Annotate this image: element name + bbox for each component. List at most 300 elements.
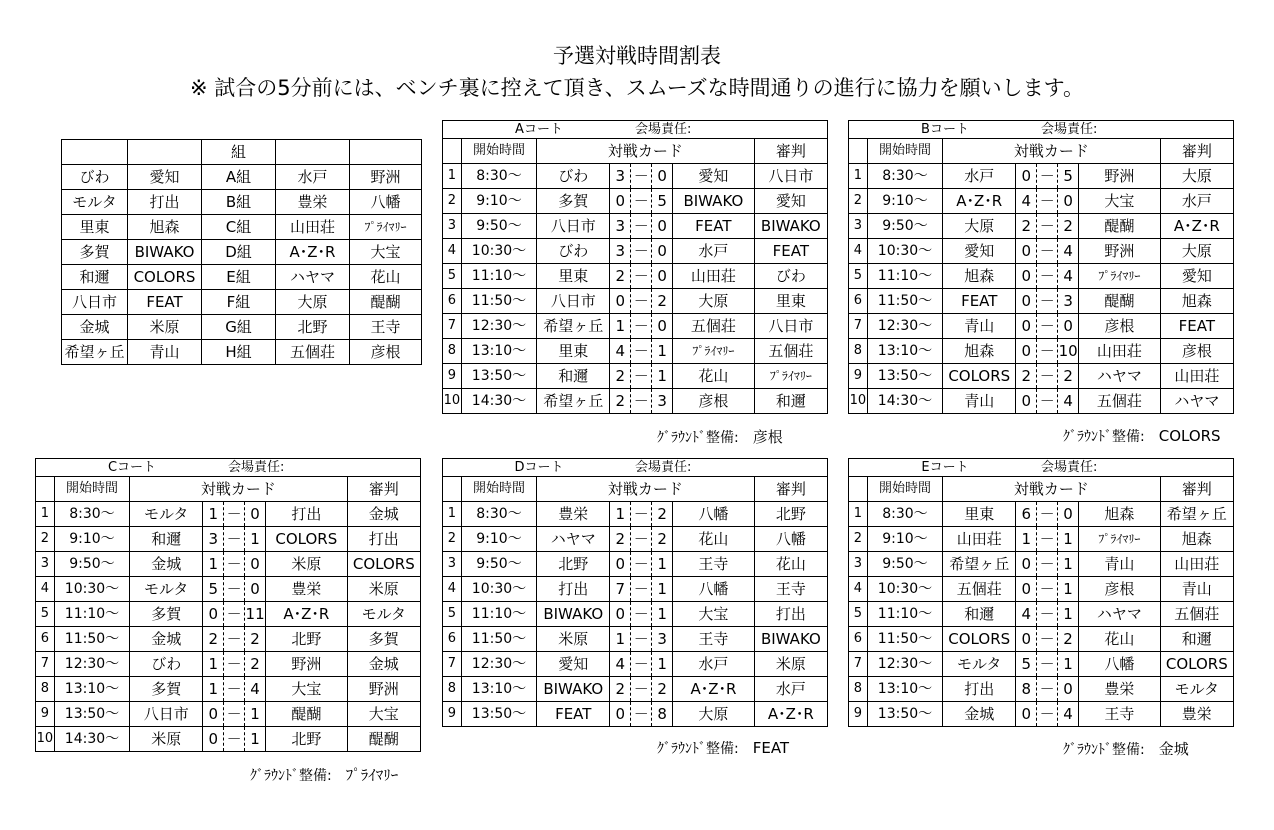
match-time: 11:10～ — [867, 264, 942, 289]
group-row — [62, 215, 422, 240]
away-score: 3 — [652, 627, 673, 652]
score-dash: － — [1037, 702, 1058, 727]
match-time: 11:10～ — [867, 602, 942, 627]
home-team: 八日市 — [537, 289, 610, 314]
home-team: 多賀 — [130, 677, 203, 702]
match-time: 9:50～ — [461, 214, 536, 239]
match-number: 4 — [849, 239, 868, 264]
home-team: 希望ヶ丘 — [537, 389, 610, 414]
group-row — [62, 315, 422, 340]
away-team: 水戸 — [673, 239, 755, 264]
referee: 米原 — [754, 652, 827, 677]
referee: 和邇 — [754, 389, 827, 414]
match-time: 9:50～ — [867, 214, 942, 239]
ground-team: 彦根 — [752, 428, 783, 446]
ground-team: ﾌﾟﾗｲﾏﾘｰ — [345, 766, 399, 784]
score-dash: － — [224, 602, 245, 627]
home-score: 0 — [1016, 389, 1037, 414]
score-dash: － — [1037, 289, 1058, 314]
away-team: 野洲 — [1079, 164, 1161, 189]
away-score: 8 — [652, 702, 673, 727]
home-score: 4 — [1016, 602, 1037, 627]
referee: 金城 — [347, 502, 420, 527]
match-row — [36, 552, 421, 577]
home-team: 和邇 — [130, 527, 203, 552]
match-row — [443, 602, 828, 627]
ground-label: ｸﾞﾗｳﾝﾄﾞ整備: — [1063, 429, 1145, 445]
match-time: 13:10～ — [461, 677, 536, 702]
home-team: 打出 — [943, 677, 1016, 702]
match-number: 9 — [443, 364, 462, 389]
match-row — [849, 264, 1234, 289]
away-score: 0 — [1058, 677, 1079, 702]
home-team: モルタ — [130, 577, 203, 602]
group-cell: 八幡 — [350, 190, 422, 215]
referee: 五個荘 — [754, 339, 827, 364]
match-row — [443, 239, 828, 264]
match-card-header: 対戦カード — [537, 477, 755, 502]
match-row — [849, 502, 1234, 527]
home-score: 0 — [203, 727, 224, 752]
away-score: 1 — [1058, 577, 1079, 602]
score-dash: － — [1037, 214, 1058, 239]
away-score: 2 — [1058, 627, 1079, 652]
match-number: 9 — [849, 702, 868, 727]
away-score: 0 — [652, 214, 673, 239]
referee-header: 審判 — [754, 139, 827, 164]
home-score: 3 — [203, 527, 224, 552]
score-dash: － — [1037, 389, 1058, 414]
home-score: 0 — [1016, 627, 1037, 652]
away-team: ハヤマ — [1079, 364, 1161, 389]
away-score: 0 — [652, 164, 673, 189]
court-b-name: Bコート — [921, 122, 969, 137]
match-row — [36, 677, 421, 702]
away-score: 1 — [652, 577, 673, 602]
away-team: 水戸 — [673, 652, 755, 677]
referee: FEAT — [754, 239, 827, 264]
group-header-empty — [276, 140, 350, 165]
match-card-header: 対戦カード — [130, 477, 348, 502]
away-team: 花山 — [673, 527, 755, 552]
score-dash: － — [631, 527, 652, 552]
home-score: 1 — [203, 652, 224, 677]
home-team: びわ — [537, 164, 610, 189]
match-row — [36, 727, 421, 752]
match-number: 8 — [443, 677, 462, 702]
match-row — [36, 652, 421, 677]
match-row — [849, 339, 1234, 364]
home-score: 2 — [610, 677, 631, 702]
home-team: 愛知 — [537, 652, 610, 677]
match-time: 11:50～ — [867, 627, 942, 652]
home-team: 打出 — [537, 577, 610, 602]
away-score: 0 — [1058, 502, 1079, 527]
match-number: 4 — [36, 577, 55, 602]
home-score: 0 — [1016, 239, 1037, 264]
group-header-empty — [62, 140, 128, 165]
score-dash: － — [1037, 164, 1058, 189]
home-score: 4 — [1016, 189, 1037, 214]
away-team: 青山 — [1079, 552, 1161, 577]
away-score: 2 — [1058, 214, 1079, 239]
home-score: 3 — [610, 214, 631, 239]
away-team: 醍醐 — [266, 702, 348, 727]
blank-cell — [443, 477, 462, 502]
referee: 愛知 — [754, 189, 827, 214]
away-team: 愛知 — [673, 164, 755, 189]
group-cell: 北野 — [276, 315, 350, 340]
match-number: 1 — [849, 164, 868, 189]
group-cell: ハヤマ — [276, 265, 350, 290]
score-dash: － — [1037, 364, 1058, 389]
match-time: 10:30～ — [867, 239, 942, 264]
away-team: 野洲 — [1079, 239, 1161, 264]
match-row — [443, 264, 828, 289]
home-score: 2 — [1016, 364, 1037, 389]
home-score: 0 — [1016, 164, 1037, 189]
home-team: 希望ヶ丘 — [943, 552, 1016, 577]
away-score: 4 — [1058, 389, 1079, 414]
match-row — [849, 527, 1234, 552]
home-team: 里東 — [537, 264, 610, 289]
match-time: 11:50～ — [461, 627, 536, 652]
home-team: 金城 — [130, 627, 203, 652]
home-team: BIWAKO — [537, 677, 610, 702]
away-score: 5 — [1058, 164, 1079, 189]
match-time: 11:50～ — [461, 289, 536, 314]
referee: 大宝 — [347, 702, 420, 727]
home-score: 0 — [1016, 289, 1037, 314]
match-number: 5 — [443, 602, 462, 627]
home-score: 5 — [1016, 652, 1037, 677]
away-team: 北野 — [266, 727, 348, 752]
score-dash: － — [1037, 189, 1058, 214]
court-d-name: Dコート — [514, 460, 564, 475]
home-score: 0 — [610, 602, 631, 627]
match-time: 13:10～ — [461, 339, 536, 364]
home-team: 金城 — [943, 702, 1016, 727]
match-number: 1 — [849, 502, 868, 527]
match-number: 9 — [849, 364, 868, 389]
group-cell: 花山 — [350, 265, 422, 290]
match-number: 4 — [443, 577, 462, 602]
group-body — [62, 140, 422, 365]
score-dash: － — [224, 502, 245, 527]
start-time-header: 開始時間 — [461, 139, 536, 164]
away-team: A･Z･R — [673, 677, 755, 702]
away-team: BIWAKO — [673, 189, 755, 214]
score-dash: － — [1037, 239, 1058, 264]
away-team: 大宝 — [1079, 189, 1161, 214]
away-team: 山田荘 — [673, 264, 755, 289]
group-cell: 希望ヶ丘 — [62, 340, 128, 365]
referee: モルタ — [347, 602, 420, 627]
match-time: 13:50～ — [461, 364, 536, 389]
away-team: 山田荘 — [1079, 339, 1161, 364]
ground-label: ｸﾞﾗｳﾝﾄﾞ整備: — [1063, 742, 1145, 758]
group-cell: COLORS — [128, 265, 202, 290]
score-dash: － — [631, 502, 652, 527]
home-score: 0 — [203, 702, 224, 727]
score-dash: － — [1037, 627, 1058, 652]
group-cell: 青山 — [128, 340, 202, 365]
court-d-header-cell — [443, 459, 828, 477]
match-row — [36, 627, 421, 652]
court-c-name: Cコート — [107, 460, 157, 475]
score-dash: － — [631, 289, 652, 314]
court-e-ground — [1063, 738, 1189, 759]
away-score: 4 — [245, 677, 266, 702]
court-a-name: Aコート — [515, 122, 563, 137]
home-team: 大原 — [943, 214, 1016, 239]
score-dash: － — [631, 627, 652, 652]
match-number: 1 — [36, 502, 55, 527]
match-row — [849, 189, 1234, 214]
away-score: 1 — [652, 339, 673, 364]
match-number: 3 — [443, 552, 462, 577]
referee: 和邇 — [1160, 627, 1233, 652]
match-row — [443, 339, 828, 364]
match-time: 14:30～ — [867, 389, 942, 414]
home-score: 2 — [610, 389, 631, 414]
referee: 水戸 — [1160, 189, 1233, 214]
home-team: 里東 — [943, 502, 1016, 527]
group-cell: 里東 — [62, 215, 128, 240]
home-score: 1 — [1016, 527, 1037, 552]
match-time: 9:10～ — [461, 527, 536, 552]
home-score: 0 — [203, 602, 224, 627]
score-dash: － — [1037, 339, 1058, 364]
group-cell: 豊栄 — [276, 190, 350, 215]
group-cell: 王寺 — [350, 315, 422, 340]
match-time: 9:10～ — [461, 189, 536, 214]
group-cell: 大宝 — [350, 240, 422, 265]
match-time: 9:50～ — [867, 552, 942, 577]
referee: 打出 — [754, 602, 827, 627]
match-time: 8:30～ — [867, 164, 942, 189]
blank-cell — [443, 139, 462, 164]
away-team: 五個荘 — [1079, 389, 1161, 414]
match-row — [849, 289, 1234, 314]
start-time-header: 開始時間 — [867, 477, 942, 502]
referee: 青山 — [1160, 577, 1233, 602]
home-team: 米原 — [537, 627, 610, 652]
court-b-table — [848, 120, 1234, 414]
match-number: 6 — [849, 627, 868, 652]
match-row — [443, 527, 828, 552]
court-e-responsible: 会場責任: — [1041, 460, 1098, 475]
home-score: 8 — [1016, 677, 1037, 702]
group-row — [62, 290, 422, 315]
home-team: 八日市 — [130, 702, 203, 727]
match-time: 8:30～ — [867, 502, 942, 527]
score-dash: － — [1037, 264, 1058, 289]
home-score: 2 — [1016, 214, 1037, 239]
match-row — [443, 314, 828, 339]
match-number: 2 — [443, 189, 462, 214]
match-time: 8:30～ — [54, 502, 129, 527]
court-b-ground — [1063, 426, 1221, 446]
home-team: COLORS — [943, 627, 1016, 652]
group-cell: 旭森 — [128, 215, 202, 240]
match-number: 3 — [443, 214, 462, 239]
group-header-cell: 組 — [202, 140, 276, 165]
away-score: 0 — [245, 577, 266, 602]
referee: 多賀 — [347, 627, 420, 652]
match-row — [36, 702, 421, 727]
match-row — [443, 189, 828, 214]
court-e-table — [848, 458, 1234, 727]
away-score: 3 — [652, 389, 673, 414]
home-team: 青山 — [943, 314, 1016, 339]
group-cell: C組 — [202, 215, 276, 240]
referee: COLORS — [347, 552, 420, 577]
match-number: 10 — [443, 389, 462, 414]
score-dash: － — [631, 552, 652, 577]
home-team: 愛知 — [943, 239, 1016, 264]
away-score: 0 — [1058, 189, 1079, 214]
referee: 水戸 — [754, 677, 827, 702]
referee: 旭森 — [1160, 527, 1233, 552]
match-row — [443, 289, 828, 314]
referee: びわ — [754, 264, 827, 289]
group-cell: 大原 — [276, 290, 350, 315]
referee: モルタ — [1160, 677, 1233, 702]
score-dash: － — [1037, 677, 1058, 702]
page-title: 予選対戦時間割表 — [553, 44, 721, 68]
match-row — [443, 214, 828, 239]
away-team: 王寺 — [673, 552, 755, 577]
match-row — [849, 702, 1234, 727]
home-score: 6 — [1016, 502, 1037, 527]
group-cell: 野洲 — [350, 165, 422, 190]
match-number: 9 — [36, 702, 55, 727]
home-score: 0 — [1016, 314, 1037, 339]
match-row — [849, 164, 1234, 189]
match-row — [443, 502, 828, 527]
away-score: 10 — [1058, 339, 1079, 364]
home-team: 八日市 — [537, 214, 610, 239]
group-header-row — [62, 140, 422, 165]
match-number: 5 — [443, 264, 462, 289]
away-team: 王寺 — [1079, 702, 1161, 727]
group-cell: B組 — [202, 190, 276, 215]
group-cell: 彦根 — [350, 340, 422, 365]
court-a-ground — [657, 426, 783, 447]
home-team: 山田荘 — [943, 527, 1016, 552]
match-row — [849, 602, 1234, 627]
match-time: 12:30～ — [461, 314, 536, 339]
court-d-responsible: 会場責任: — [635, 460, 692, 475]
blank-cell — [36, 477, 55, 502]
match-time: 13:10～ — [867, 339, 942, 364]
away-team: 大宝 — [266, 677, 348, 702]
away-score: 2 — [652, 527, 673, 552]
away-score: 0 — [652, 264, 673, 289]
match-time: 8:30～ — [461, 502, 536, 527]
home-team: 多賀 — [130, 602, 203, 627]
group-cell: FEAT — [128, 290, 202, 315]
referee: 大原 — [1160, 239, 1233, 264]
away-score: 2 — [1058, 364, 1079, 389]
referee: BIWAKO — [754, 214, 827, 239]
home-score: 1 — [610, 314, 631, 339]
match-number: 6 — [443, 289, 462, 314]
referee: A･Z･R — [754, 702, 827, 727]
ground-label: ｸﾞﾗｳﾝﾄﾞ整備: — [657, 741, 739, 757]
home-team: モルタ — [943, 652, 1016, 677]
home-team: びわ — [130, 652, 203, 677]
home-score: 1 — [203, 502, 224, 527]
match-number: 7 — [849, 652, 868, 677]
away-team: 米原 — [266, 552, 348, 577]
match-number: 2 — [849, 527, 868, 552]
referee-header: 審判 — [1160, 477, 1233, 502]
away-team: 大原 — [673, 702, 755, 727]
score-dash: － — [631, 314, 652, 339]
away-team: A･Z･R — [266, 602, 348, 627]
score-dash: － — [631, 189, 652, 214]
start-time-header: 開始時間 — [54, 477, 129, 502]
match-row — [443, 552, 828, 577]
match-row — [36, 527, 421, 552]
referee: 野洲 — [347, 677, 420, 702]
score-dash: － — [631, 264, 652, 289]
home-score: 0 — [610, 702, 631, 727]
away-score: 1 — [652, 652, 673, 677]
away-team: FEAT — [673, 214, 755, 239]
match-row — [849, 214, 1234, 239]
score-dash: － — [1037, 502, 1058, 527]
group-cell: G組 — [202, 315, 276, 340]
score-dash: － — [631, 389, 652, 414]
referee: 米原 — [347, 577, 420, 602]
match-card-header: 対戦カード — [537, 139, 755, 164]
page-note: ※ 試合の5分前には、ベンチ裏に控えて頂き、スムーズな時間通りの進行に協力を願いします。 — [189, 76, 1084, 100]
referee: 北野 — [754, 502, 827, 527]
match-time: 12:30～ — [54, 652, 129, 677]
match-row — [443, 702, 828, 727]
score-dash: － — [224, 527, 245, 552]
home-score: 1 — [610, 502, 631, 527]
away-score: 2 — [652, 677, 673, 702]
away-score: 1 — [652, 364, 673, 389]
match-time: 14:30～ — [54, 727, 129, 752]
away-score: 0 — [652, 314, 673, 339]
court-b-responsible: 会場責任: — [1041, 122, 1098, 137]
away-score: 4 — [1058, 239, 1079, 264]
match-time: 9:10～ — [867, 527, 942, 552]
match-time: 9:10～ — [867, 189, 942, 214]
referee: FEAT — [1160, 314, 1233, 339]
home-score: 1 — [610, 627, 631, 652]
match-time: 13:10～ — [54, 677, 129, 702]
match-number: 10 — [36, 727, 55, 752]
court-a-subheader — [443, 139, 828, 164]
away-team: 豊栄 — [266, 577, 348, 602]
match-row — [36, 577, 421, 602]
match-number: 7 — [443, 652, 462, 677]
match-time: 9:50～ — [54, 552, 129, 577]
home-team: 北野 — [537, 552, 610, 577]
court-b-header-cell — [849, 121, 1234, 139]
home-team: 希望ヶ丘 — [537, 314, 610, 339]
group-cell: BIWAKO — [128, 240, 202, 265]
match-time: 10:30～ — [867, 577, 942, 602]
group-row — [62, 240, 422, 265]
match-number: 7 — [443, 314, 462, 339]
